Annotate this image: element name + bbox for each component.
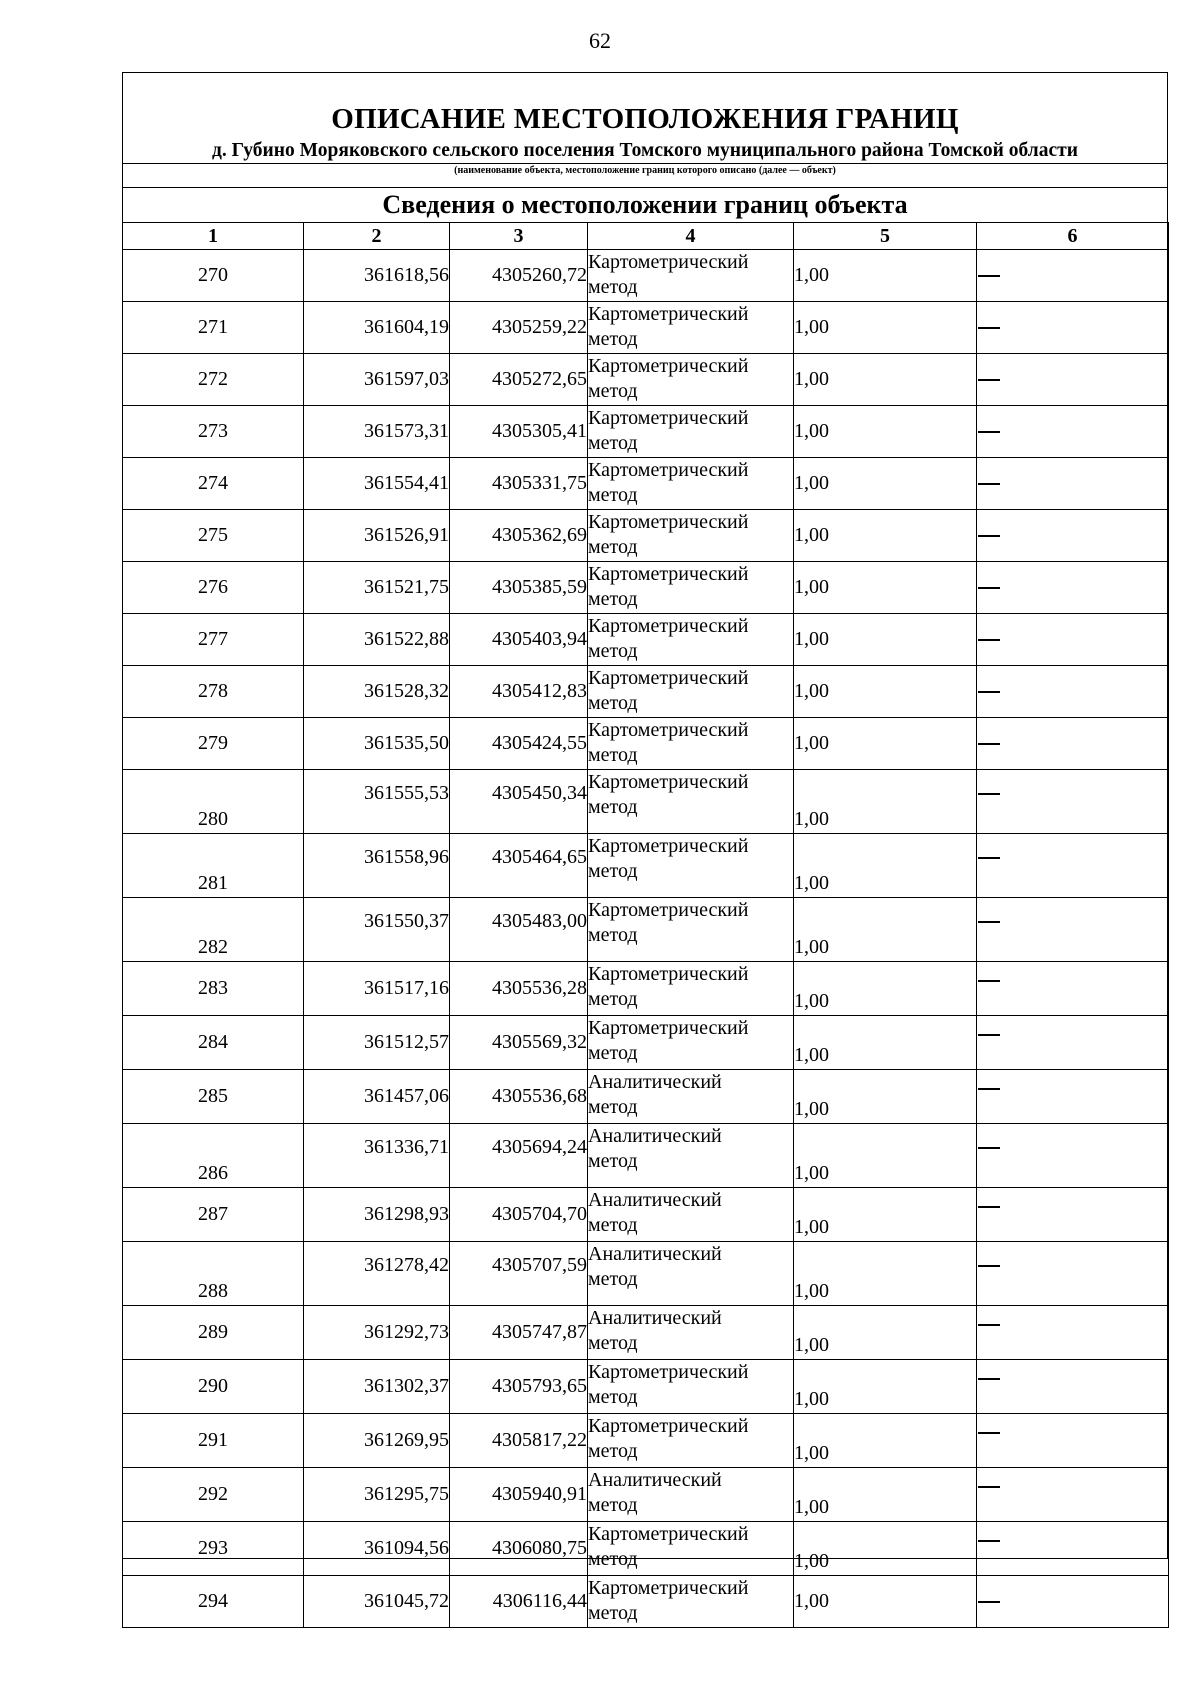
description-cell	[977, 614, 1169, 666]
method-word: метод	[588, 924, 638, 946]
caption-divider	[123, 187, 1167, 188]
document-subtitle: д. Губино Моряковского сельского поселения Томского муниципального района Томской области	[212, 140, 1078, 161]
column-header: 5	[794, 223, 977, 250]
method-name: Картометрический	[588, 963, 749, 985]
method-word: метод	[588, 380, 638, 402]
description-cell	[977, 1414, 1169, 1468]
method-name: Картометрический	[588, 899, 749, 921]
description-cell	[977, 1188, 1169, 1242]
coordinate-x: 361045,72	[304, 1576, 450, 1628]
accuracy-value: 1,00	[794, 1306, 977, 1360]
method-cell	[588, 1414, 794, 1468]
method-word: метод	[588, 692, 638, 714]
accuracy-value: 1,00	[794, 1242, 977, 1306]
method-word: метод	[588, 1268, 638, 1290]
method-name: Картометрический	[588, 719, 749, 741]
method-word: метод	[588, 796, 638, 818]
method-name: Картометрический	[588, 835, 749, 857]
method-word: метод	[588, 1494, 638, 1516]
table-row	[123, 458, 1169, 510]
description-cell	[977, 354, 1169, 406]
coordinate-x: 361298,93	[304, 1188, 450, 1242]
point-number: 281	[123, 834, 304, 898]
point-number: 278	[123, 666, 304, 718]
empty-dash	[978, 639, 1000, 641]
empty-dash	[978, 1324, 1000, 1326]
point-number: 273	[123, 406, 304, 458]
description-cell	[977, 1124, 1169, 1188]
table-row	[123, 1016, 1169, 1070]
point-number: 275	[123, 510, 304, 562]
coordinate-y: 4305704,70	[450, 1188, 588, 1242]
table-row	[123, 1522, 1169, 1576]
point-number: 277	[123, 614, 304, 666]
point-number: 283	[123, 962, 304, 1016]
point-number: 285	[123, 1070, 304, 1124]
table-row	[123, 1242, 1169, 1306]
method-cell	[588, 1242, 794, 1306]
point-number: 294	[123, 1576, 304, 1628]
accuracy-value: 1,00	[794, 250, 977, 302]
method-cell	[588, 1016, 794, 1070]
accuracy-value: 1,00	[794, 458, 977, 510]
table-row	[123, 354, 1169, 406]
coordinate-y: 4305464,65	[450, 834, 588, 898]
empty-dash	[978, 793, 1000, 795]
empty-dash	[978, 535, 1000, 537]
method-name: Картометрический	[588, 615, 749, 637]
point-number: 287	[123, 1188, 304, 1242]
description-cell	[977, 302, 1169, 354]
method-cell	[588, 1576, 794, 1628]
empty-dash	[978, 587, 1000, 589]
description-cell	[977, 1522, 1169, 1576]
method-name: Картометрический	[588, 667, 749, 689]
coordinate-y: 4305707,59	[450, 1242, 588, 1306]
empty-dash	[978, 1540, 1000, 1542]
table-row	[123, 962, 1169, 1016]
method-cell	[588, 250, 794, 302]
method-word: метод	[588, 1548, 638, 1570]
coordinate-y: 4305940,91	[450, 1468, 588, 1522]
coordinate-y: 4305536,28	[450, 962, 588, 1016]
coordinate-y: 4305747,87	[450, 1306, 588, 1360]
accuracy-value: 1,00	[794, 354, 977, 406]
table-row	[123, 1576, 1169, 1628]
accuracy-value: 1,00	[794, 1468, 977, 1522]
coordinate-y: 4305362,69	[450, 510, 588, 562]
method-cell	[588, 302, 794, 354]
accuracy-value: 1,00	[794, 1576, 977, 1628]
description-cell	[977, 1306, 1169, 1360]
method-word: метод	[588, 484, 638, 506]
method-word: метод	[588, 1332, 638, 1354]
coordinate-y: 4306080,75	[450, 1522, 588, 1576]
table-row	[123, 1414, 1169, 1468]
table-row	[123, 898, 1169, 962]
method-word: метод	[588, 328, 638, 350]
method-name: Картометрический	[588, 1523, 749, 1545]
empty-dash	[978, 1486, 1000, 1488]
method-name: Аналитический	[588, 1243, 722, 1265]
coordinate-x: 361336,71	[304, 1124, 450, 1188]
method-name: Картометрический	[588, 303, 749, 325]
description-cell	[977, 770, 1169, 834]
method-name: Картометрический	[588, 355, 749, 377]
method-name: Картометрический	[588, 251, 749, 273]
description-cell	[977, 1468, 1169, 1522]
coordinate-x: 361457,06	[304, 1070, 450, 1124]
coordinate-y: 4305569,32	[450, 1016, 588, 1070]
method-word: метод	[588, 1042, 638, 1064]
method-name: Картометрический	[588, 1017, 749, 1039]
coordinate-y: 4305536,68	[450, 1070, 588, 1124]
table-row	[123, 614, 1169, 666]
accuracy-value: 1,00	[794, 302, 977, 354]
column-header: 6	[977, 223, 1169, 250]
description-cell	[977, 1576, 1169, 1628]
method-name: Аналитический	[588, 1469, 722, 1491]
coordinate-x: 361521,75	[304, 562, 450, 614]
table-row	[123, 302, 1169, 354]
table-header-row	[123, 223, 1169, 250]
method-name: Картометрический	[588, 459, 749, 481]
coordinate-x: 361512,57	[304, 1016, 450, 1070]
accuracy-value: 1,00	[794, 1124, 977, 1188]
coordinate-x: 361295,75	[304, 1468, 450, 1522]
method-name: Аналитический	[588, 1189, 722, 1211]
coordinates-table	[122, 222, 1169, 1628]
column-header: 1	[123, 223, 304, 250]
point-number: 284	[123, 1016, 304, 1070]
method-word: метод	[588, 536, 638, 558]
method-name: Картометрический	[588, 771, 749, 793]
method-cell	[588, 718, 794, 770]
empty-dash	[978, 1147, 1000, 1149]
empty-dash	[978, 483, 1000, 485]
coordinate-x: 361555,53	[304, 770, 450, 834]
coordinate-x: 361292,73	[304, 1306, 450, 1360]
coordinate-x: 361573,31	[304, 406, 450, 458]
empty-dash	[978, 743, 1000, 745]
coordinate-y: 4305272,65	[450, 354, 588, 406]
method-cell	[588, 510, 794, 562]
point-number: 290	[123, 1360, 304, 1414]
point-number: 280	[123, 770, 304, 834]
method-name: Аналитический	[588, 1125, 722, 1147]
coordinate-x: 361535,50	[304, 718, 450, 770]
coordinate-x: 361604,19	[304, 302, 450, 354]
table-row	[123, 1070, 1169, 1124]
coordinate-x: 361597,03	[304, 354, 450, 406]
accuracy-value: 1,00	[794, 718, 977, 770]
coordinate-x: 361554,41	[304, 458, 450, 510]
point-number: 282	[123, 898, 304, 962]
method-name: Картометрический	[588, 511, 749, 533]
empty-dash	[978, 1601, 1000, 1603]
table-row	[123, 1124, 1169, 1188]
empty-dash	[978, 431, 1000, 433]
accuracy-value: 1,00	[794, 562, 977, 614]
method-cell	[588, 614, 794, 666]
point-number: 274	[123, 458, 304, 510]
table-row	[123, 562, 1169, 614]
point-number: 276	[123, 562, 304, 614]
description-cell	[977, 666, 1169, 718]
description-cell	[977, 962, 1169, 1016]
accuracy-value: 1,00	[794, 510, 977, 562]
point-number: 293	[123, 1522, 304, 1576]
method-cell	[588, 406, 794, 458]
page-number: 62	[589, 28, 611, 53]
description-cell	[977, 898, 1169, 962]
method-word: метод	[588, 1440, 638, 1462]
table-row	[123, 718, 1169, 770]
document-title: ОПИСАНИЕ МЕСТОПОЛОЖЕНИЯ ГРАНИЦ	[331, 103, 959, 135]
table-row	[123, 1188, 1169, 1242]
coordinate-x: 361528,32	[304, 666, 450, 718]
method-name: Аналитический	[588, 1071, 722, 1093]
coordinate-y: 4305424,55	[450, 718, 588, 770]
coordinate-x: 361526,91	[304, 510, 450, 562]
description-cell	[977, 1360, 1169, 1414]
method-word: метод	[588, 1214, 638, 1236]
method-cell	[588, 1468, 794, 1522]
coordinate-y: 4305305,41	[450, 406, 588, 458]
accuracy-value: 1,00	[794, 614, 977, 666]
method-name: Картометрический	[588, 1577, 749, 1599]
table-row	[123, 250, 1169, 302]
section-title: Сведения о местоположении границ объекта	[382, 190, 908, 219]
coordinate-y: 4305483,00	[450, 898, 588, 962]
empty-dash	[978, 691, 1000, 693]
description-cell	[977, 1070, 1169, 1124]
accuracy-value: 1,00	[794, 1522, 977, 1576]
method-cell	[588, 1188, 794, 1242]
point-number: 286	[123, 1124, 304, 1188]
method-cell	[588, 1306, 794, 1360]
coordinate-y: 4305259,22	[450, 302, 588, 354]
coordinate-y: 4305450,34	[450, 770, 588, 834]
method-word: метод	[588, 276, 638, 298]
description-cell	[977, 834, 1169, 898]
coordinate-x: 361094,56	[304, 1522, 450, 1576]
coordinate-x: 361558,96	[304, 834, 450, 898]
column-header: 3	[450, 223, 588, 250]
method-word: метод	[588, 640, 638, 662]
method-word: метод	[588, 1602, 638, 1624]
table-row	[123, 1360, 1169, 1414]
coordinate-y: 4305793,65	[450, 1360, 588, 1414]
accuracy-value: 1,00	[794, 834, 977, 898]
description-cell	[977, 406, 1169, 458]
empty-dash	[978, 379, 1000, 381]
method-word: метод	[588, 1150, 638, 1172]
column-header: 4	[588, 223, 794, 250]
method-cell	[588, 354, 794, 406]
empty-dash	[978, 1265, 1000, 1267]
subtitle-underline	[123, 163, 1167, 164]
description-cell	[977, 1016, 1169, 1070]
boundary-description-frame	[122, 72, 1168, 1624]
empty-dash	[978, 275, 1000, 277]
accuracy-value: 1,00	[794, 1414, 977, 1468]
empty-dash	[978, 921, 1000, 923]
accuracy-value: 1,00	[794, 1016, 977, 1070]
method-name: Картометрический	[588, 407, 749, 429]
accuracy-value: 1,00	[794, 770, 977, 834]
method-word: метод	[588, 588, 638, 610]
empty-dash	[978, 857, 1000, 859]
table-row	[123, 770, 1169, 834]
empty-dash	[978, 980, 1000, 982]
empty-dash	[978, 1088, 1000, 1090]
coordinate-x: 361269,95	[304, 1414, 450, 1468]
point-number: 272	[123, 354, 304, 406]
point-number: 289	[123, 1306, 304, 1360]
accuracy-value: 1,00	[794, 406, 977, 458]
coordinate-y: 4305260,72	[450, 250, 588, 302]
table-row	[123, 510, 1169, 562]
accuracy-value: 1,00	[794, 962, 977, 1016]
description-cell	[977, 250, 1169, 302]
empty-dash	[978, 327, 1000, 329]
accuracy-value: 1,00	[794, 666, 977, 718]
method-cell	[588, 1124, 794, 1188]
method-cell	[588, 1360, 794, 1414]
method-word: метод	[588, 744, 638, 766]
coordinate-x: 361618,56	[304, 250, 450, 302]
method-cell	[588, 458, 794, 510]
table-body	[123, 250, 1169, 1628]
method-word: метод	[588, 860, 638, 882]
coordinate-x: 361278,42	[304, 1242, 450, 1306]
accuracy-value: 1,00	[794, 898, 977, 962]
coordinate-y: 4305817,22	[450, 1414, 588, 1468]
point-number: 279	[123, 718, 304, 770]
table-row	[123, 834, 1169, 898]
coordinate-x: 361302,37	[304, 1360, 450, 1414]
coordinate-y: 4305403,94	[450, 614, 588, 666]
method-cell	[588, 1522, 794, 1576]
method-cell	[588, 666, 794, 718]
method-name: Аналитический	[588, 1307, 722, 1329]
description-cell	[977, 562, 1169, 614]
method-name: Картометрический	[588, 1415, 749, 1437]
method-cell	[588, 770, 794, 834]
description-cell	[977, 458, 1169, 510]
method-name: Картометрический	[588, 563, 749, 585]
method-cell	[588, 1070, 794, 1124]
empty-dash	[978, 1432, 1000, 1434]
table-row	[123, 666, 1169, 718]
method-word: метод	[588, 432, 638, 454]
point-number: 292	[123, 1468, 304, 1522]
method-cell	[588, 962, 794, 1016]
empty-dash	[978, 1034, 1000, 1036]
table-row	[123, 406, 1169, 458]
description-cell	[977, 1242, 1169, 1306]
column-header: 2	[304, 223, 450, 250]
empty-dash	[978, 1378, 1000, 1380]
method-word: метод	[588, 988, 638, 1010]
method-cell	[588, 562, 794, 614]
description-cell	[977, 718, 1169, 770]
point-number: 291	[123, 1414, 304, 1468]
table-row	[123, 1468, 1169, 1522]
coordinate-x: 361517,16	[304, 962, 450, 1016]
empty-dash	[978, 1206, 1000, 1208]
coordinate-x: 361522,88	[304, 614, 450, 666]
coordinate-y: 4305385,59	[450, 562, 588, 614]
accuracy-value: 1,00	[794, 1360, 977, 1414]
method-word: метод	[588, 1386, 638, 1408]
method-cell	[588, 834, 794, 898]
method-name: Картометрический	[588, 1361, 749, 1383]
coordinate-y: 4306116,44	[450, 1576, 588, 1628]
method-word: метод	[588, 1096, 638, 1118]
point-number: 270	[123, 250, 304, 302]
table-row	[123, 1306, 1169, 1360]
document-caption: (наименование объекта, местоположение границ которого описано (далее — объект)	[454, 165, 836, 176]
description-cell	[977, 510, 1169, 562]
point-number: 271	[123, 302, 304, 354]
coordinate-y: 4305694,24	[450, 1124, 588, 1188]
accuracy-value: 1,00	[794, 1188, 977, 1242]
coordinate-x: 361550,37	[304, 898, 450, 962]
accuracy-value: 1,00	[794, 1070, 977, 1124]
method-cell	[588, 898, 794, 962]
point-number: 288	[123, 1242, 304, 1306]
coordinate-y: 4305412,83	[450, 666, 588, 718]
coordinate-y: 4305331,75	[450, 458, 588, 510]
